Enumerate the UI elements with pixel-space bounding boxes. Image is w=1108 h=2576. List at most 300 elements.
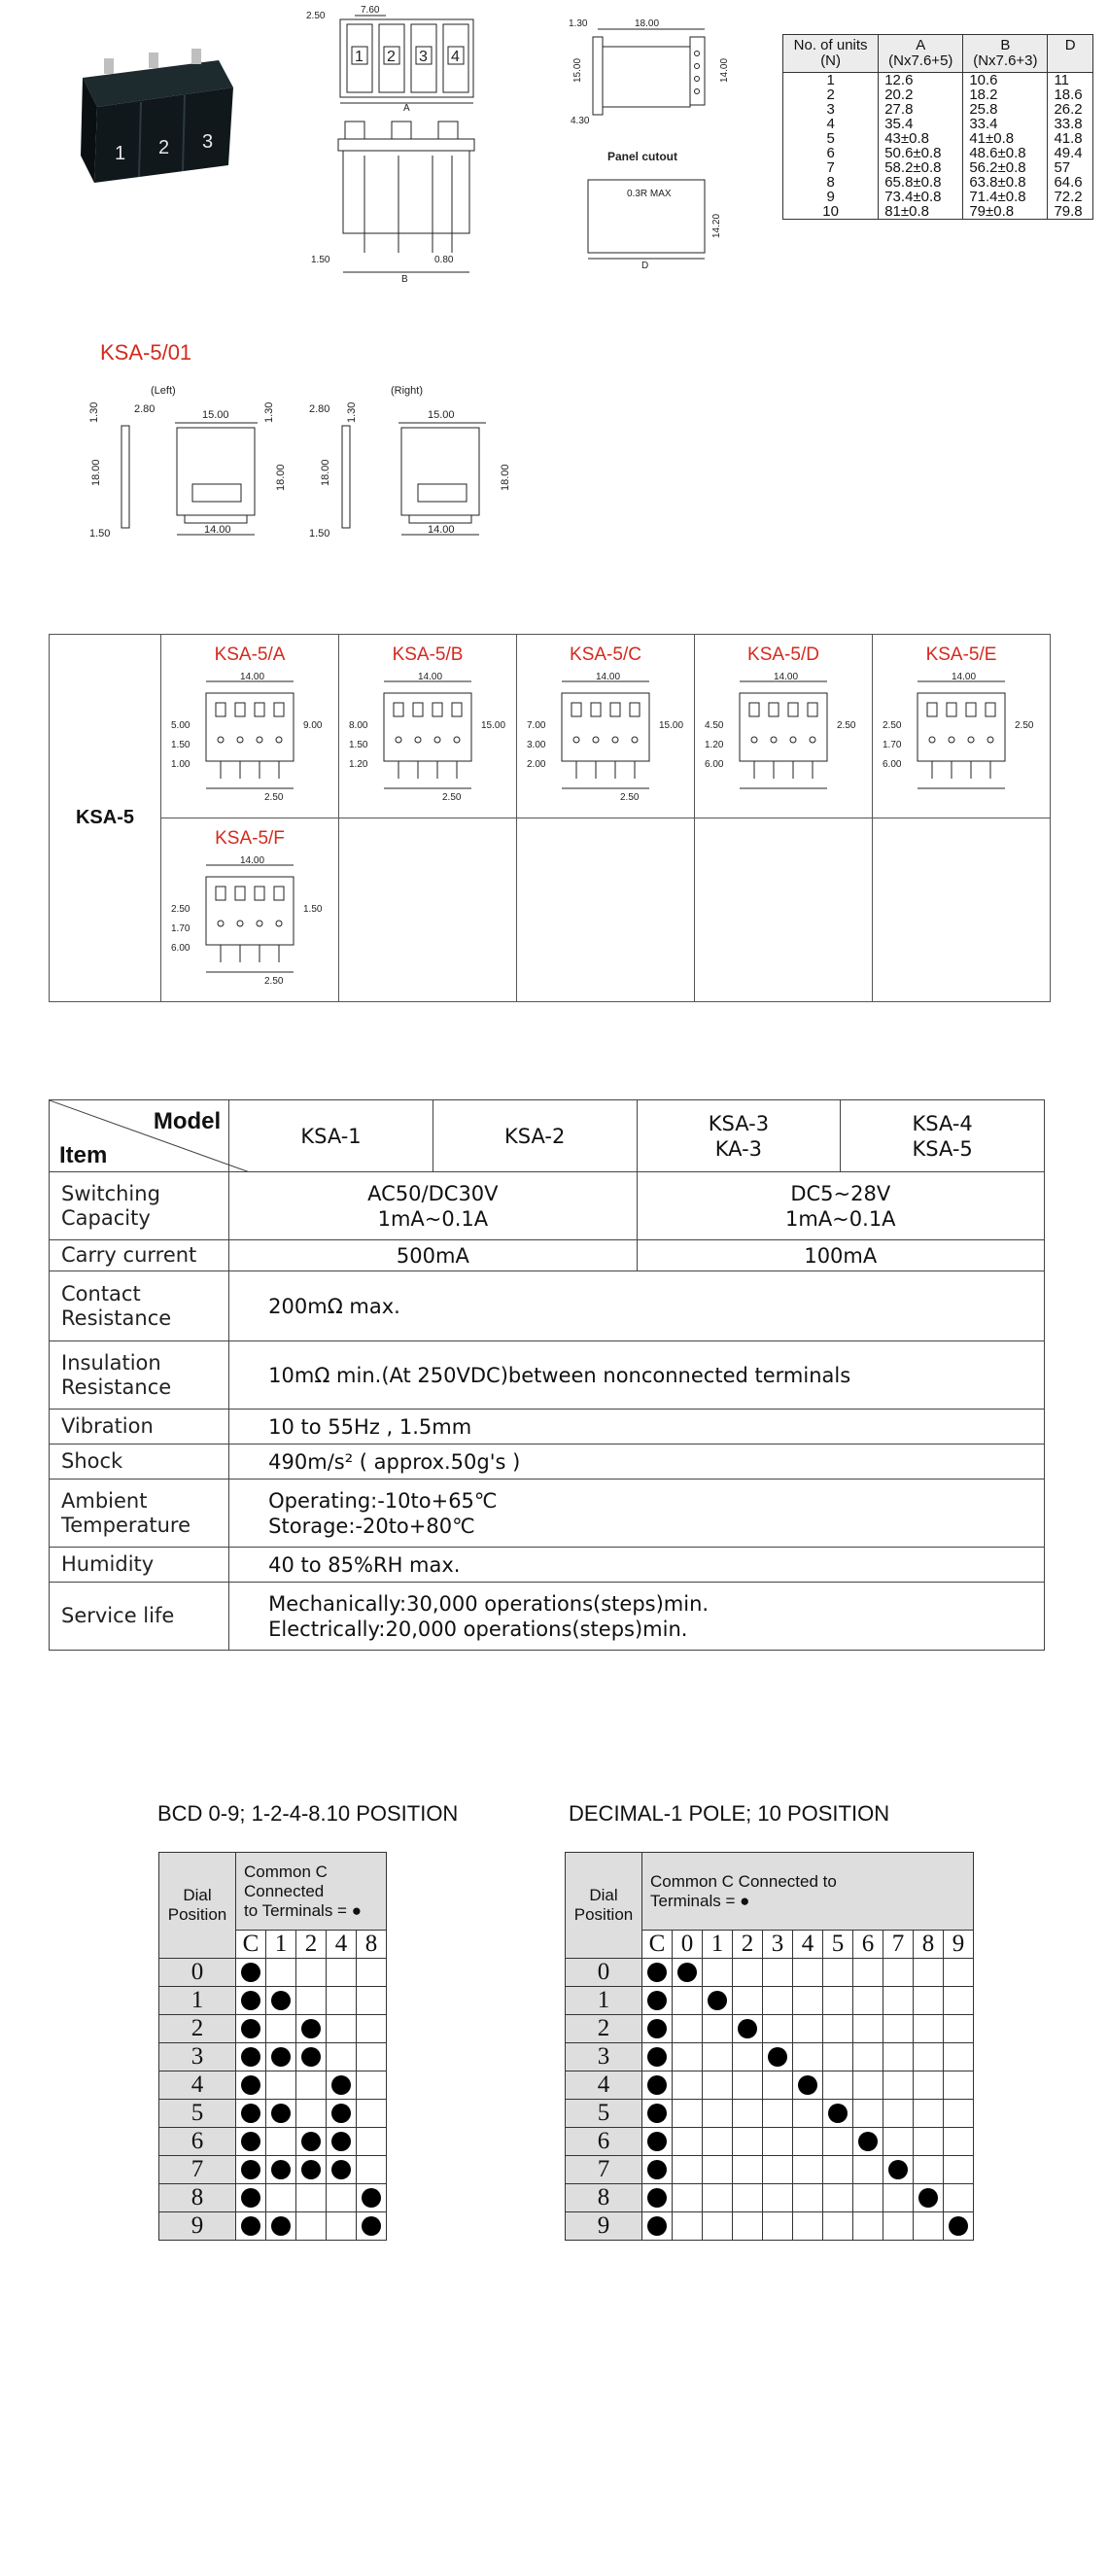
svg-text:1.50: 1.50: [311, 255, 330, 265]
table-cell: 27.8: [879, 102, 963, 117]
table-cell: 48.6±0.8: [963, 146, 1048, 160]
variant-title: KSA-5/A: [214, 644, 286, 665]
connection-cell: [296, 2128, 327, 2156]
table-cell: 56.2±0.8: [963, 160, 1048, 175]
empty-cell: [339, 818, 517, 1002]
variant-cell: [517, 635, 695, 818]
connected-dot-icon: [301, 2019, 321, 2038]
connection-cell: [642, 2128, 673, 2156]
spec-value: 200mΩ max.: [229, 1271, 1045, 1341]
connection-cell: [763, 2100, 793, 2128]
spec-row: [50, 1445, 1045, 1479]
dimension-label: 4.50: [705, 720, 724, 731]
svg-text:2.80: 2.80: [134, 403, 156, 415]
connection-cell: [793, 2128, 823, 2156]
svg-text:1.30: 1.30: [569, 18, 588, 29]
connection-cell: [357, 2184, 387, 2212]
dimension-label: 2.50: [264, 976, 284, 987]
svg-text:(Left): (Left): [151, 385, 176, 397]
dimension-label: 2.00: [527, 759, 546, 770]
connected-dot-icon: [331, 2132, 351, 2151]
connection-cell: [853, 2184, 883, 2212]
product-photo: [73, 49, 238, 185]
connection-cell: [327, 1987, 357, 2015]
svg-text:14.00: 14.00: [204, 524, 231, 536]
connection-cell: [642, 2043, 673, 2071]
connected-dot-icon: [241, 1991, 260, 2010]
terminal-column-header: 0: [673, 1931, 703, 1959]
connection-cell: [357, 2043, 387, 2071]
table-row: [783, 175, 1093, 190]
connection-cell: [793, 2100, 823, 2128]
model-ksa-3: KSA-3 KA-3: [637, 1100, 841, 1172]
svg-text:0.80: 0.80: [434, 255, 454, 265]
connection-cell: [673, 2100, 703, 2128]
item-heading: Item: [59, 1142, 108, 1168]
spec-row: [50, 1583, 1045, 1651]
connection-cell: [883, 2212, 914, 2241]
dimension-label: 1.70: [883, 740, 902, 750]
connection-cell: [266, 2043, 296, 2071]
dial-row: [566, 2212, 974, 2241]
connected-dot-icon: [918, 2188, 938, 2208]
b-header: B (Nx7.6+3): [963, 35, 1048, 73]
dimension-label: 6.00: [705, 759, 724, 770]
connection-cell: [763, 2128, 793, 2156]
connection-cell: [327, 2043, 357, 2071]
front-view-drawing: [306, 0, 501, 287]
table-cell: 25.8: [963, 102, 1048, 117]
connected-dot-icon: [301, 2047, 321, 2067]
dimension-label: 15.00: [481, 720, 506, 731]
empty-cell: [873, 818, 1051, 1002]
connection-cell: [327, 1959, 357, 1987]
terminal-column-header: 7: [883, 1931, 914, 1959]
spec-value: 40 to 85%RH max.: [229, 1548, 1045, 1583]
table-cell: 33.8: [1048, 117, 1093, 131]
connection-cell: [944, 2071, 974, 2100]
connection-cell: [793, 2156, 823, 2184]
table-cell: 63.8±0.8: [963, 175, 1048, 190]
connection-cell: [642, 1987, 673, 2015]
spec-row: [50, 1341, 1045, 1410]
connection-cell: [763, 2184, 793, 2212]
table-cell: 6: [783, 146, 879, 160]
svg-text:18.00: 18.00: [90, 459, 102, 486]
table-cell: 81±0.8: [879, 204, 963, 220]
connection-cell: [883, 2043, 914, 2071]
dial-row: [566, 2015, 974, 2043]
connection-cell: [327, 2184, 357, 2212]
connection-cell: [763, 2015, 793, 2043]
dial-position-number: 9: [159, 2212, 236, 2241]
connection-cell: [673, 2212, 703, 2241]
dial-position-number: 0: [566, 1959, 642, 1987]
dial-row: [159, 2015, 387, 2043]
connection-cell: [357, 2212, 387, 2241]
dimension-label: 1.20: [349, 759, 368, 770]
connection-cell: [914, 1959, 944, 1987]
variant-title: KSA-5/B: [392, 644, 464, 665]
specification-table: [49, 1099, 1045, 1651]
connection-cell: [944, 2100, 974, 2128]
connection-cell: [266, 2184, 296, 2212]
connected-dot-icon: [241, 2160, 260, 2179]
terminal-column-header: 4: [793, 1931, 823, 1959]
empty-cell: [517, 818, 695, 1002]
connection-cell: [823, 2043, 853, 2071]
connection-cell: [357, 2128, 387, 2156]
svg-text:4.30: 4.30: [571, 116, 590, 126]
connection-cell: [883, 2128, 914, 2156]
connection-cell: [793, 2184, 823, 2212]
variant-title: KSA-5/D: [747, 644, 819, 665]
svg-text:7.60: 7.60: [361, 5, 380, 16]
svg-text:2.50: 2.50: [306, 11, 326, 21]
connection-cell: [236, 2043, 266, 2071]
connection-cell: [236, 1959, 266, 1987]
connection-cell: [642, 2100, 673, 2128]
table-cell: 64.6: [1048, 175, 1093, 190]
connected-dot-icon: [241, 2188, 260, 2208]
connection-cell: [266, 2156, 296, 2184]
connection-cell: [642, 1959, 673, 1987]
model-ksa-1: KSA-1: [229, 1100, 433, 1172]
dimension-label: 9.00: [303, 720, 323, 731]
spec-value: Operating:-10to+65℃ Storage:-20to+80℃: [229, 1479, 1045, 1548]
dial-row: [159, 2043, 387, 2071]
spec-value-right: DC5~28V 1mA~0.1A: [637, 1172, 1044, 1240]
connection-cell: [266, 2128, 296, 2156]
svg-text:18.00: 18.00: [635, 18, 660, 29]
decimal-position-table: [565, 1852, 974, 2241]
connection-cell: [327, 2212, 357, 2241]
dial-row: [159, 2128, 387, 2156]
connection-cell: [703, 2184, 733, 2212]
connection-cell: [236, 2212, 266, 2241]
connection-cell: [733, 2071, 763, 2100]
connection-cell: [703, 2043, 733, 2071]
photo-digit: 3: [202, 131, 214, 153]
connection-cell: [823, 2128, 853, 2156]
table-cell: 73.4±0.8: [879, 190, 963, 204]
photo-digit: 1: [115, 143, 126, 164]
table-cell: 4: [783, 117, 879, 131]
connection-cell: [823, 2156, 853, 2184]
connection-cell: [883, 2015, 914, 2043]
dial-row: [159, 2071, 387, 2100]
dial-position-number: 0: [159, 1959, 236, 1987]
connection-cell: [266, 2212, 296, 2241]
dial-row: [566, 1959, 974, 1987]
photo-digit: 2: [158, 137, 170, 158]
connection-cell: [266, 1959, 296, 1987]
connection-cell: [793, 2212, 823, 2241]
table-cell: 33.4: [963, 117, 1048, 131]
connection-cell: [823, 2015, 853, 2043]
svg-text:1.50: 1.50: [89, 528, 111, 540]
dimension-label: 1.70: [171, 923, 190, 934]
terminal-column-header: 4: [327, 1931, 357, 1959]
dimension-label: 6.00: [883, 759, 902, 770]
connected-dot-icon: [647, 2216, 667, 2236]
connection-cell: [823, 2212, 853, 2241]
connection-cell: [883, 1959, 914, 1987]
svg-text:14.00: 14.00: [719, 57, 730, 83]
spec-value: 10mΩ min.(At 250VDC)between nonconnected terminals: [229, 1341, 1045, 1410]
svg-text:2: 2: [387, 49, 396, 65]
variant-drawing: [167, 670, 332, 806]
spec-row: [50, 1410, 1045, 1445]
connected-dot-icon: [647, 1991, 667, 2010]
connection-cell: [883, 2100, 914, 2128]
connection-cell: [327, 2156, 357, 2184]
connected-dot-icon: [271, 1991, 291, 2010]
connection-cell: [703, 2015, 733, 2043]
connection-cell: [823, 1959, 853, 1987]
dial-position-number: 5: [566, 2100, 642, 2128]
connected-dot-icon: [768, 2047, 787, 2067]
connection-cell: [296, 2015, 327, 2043]
connection-cell: [914, 2128, 944, 2156]
connected-dot-icon: [301, 2160, 321, 2179]
connection-cell: [763, 2043, 793, 2071]
connection-cell: [673, 2071, 703, 2100]
ksa5-variants-grid: [49, 634, 1051, 1002]
table-cell: 58.2±0.8: [879, 160, 963, 175]
connection-cell: [883, 2156, 914, 2184]
connection-cell: [236, 2156, 266, 2184]
table-cell: 10: [783, 204, 879, 220]
svg-text:18.00: 18.00: [320, 459, 331, 486]
side-view-drawing: [569, 10, 763, 272]
connection-cell: [296, 1987, 327, 2015]
dial-row: [566, 2156, 974, 2184]
dimension-label: 2.50: [264, 792, 284, 803]
connected-dot-icon: [301, 2132, 321, 2151]
svg-text:1: 1: [355, 49, 364, 65]
dimension-label: 14.00: [240, 855, 265, 866]
connected-dot-icon: [241, 2047, 260, 2067]
dimension-label: 14.00: [240, 672, 265, 682]
dial-row: [159, 2184, 387, 2212]
connection-cell: [236, 2015, 266, 2043]
connection-cell: [853, 2212, 883, 2241]
connection-cell: [823, 1987, 853, 2015]
spec-value-right: 100mA: [637, 1240, 1044, 1271]
table-row: [783, 131, 1093, 146]
connected-dot-icon: [331, 2160, 351, 2179]
connection-cell: [733, 1987, 763, 2015]
dial-row: [566, 2071, 974, 2100]
terminal-column-header: 2: [296, 1931, 327, 1959]
dimension-label: 2.50: [171, 904, 190, 915]
connection-cell: [236, 2128, 266, 2156]
connection-cell: [266, 2071, 296, 2100]
connection-cell: [733, 1959, 763, 1987]
table-cell: 18.2: [963, 87, 1048, 102]
dimension-label: 2.50: [442, 792, 462, 803]
variant-cell: [873, 635, 1051, 818]
connected-dot-icon: [241, 2132, 260, 2151]
spec-value-left: 500mA: [229, 1240, 637, 1271]
svg-text:14.20: 14.20: [711, 213, 722, 238]
connected-dot-icon: [677, 1963, 697, 1982]
connection-cell: [673, 2015, 703, 2043]
connection-cell: [703, 2212, 733, 2241]
dimension-label: 14.00: [952, 672, 977, 682]
table-row: [783, 204, 1093, 220]
connection-cell: [763, 1987, 793, 2015]
dimension-label: 2.50: [883, 720, 902, 731]
terminal-column-header: 2: [733, 1931, 763, 1959]
variant-title: KSA-5/E: [925, 644, 997, 665]
connection-cell: [703, 2128, 733, 2156]
connection-cell: [703, 2100, 733, 2128]
table-cell: 20.2: [879, 87, 963, 102]
dimension-label: 2.50: [1015, 720, 1034, 731]
table-cell: 5: [783, 131, 879, 146]
connection-cell: [296, 2100, 327, 2128]
connected-dot-icon: [798, 2075, 817, 2095]
table-cell: 49.4: [1048, 146, 1093, 160]
connected-dot-icon: [241, 2075, 260, 2095]
table-cell: 26.2: [1048, 102, 1093, 117]
variant-title: KSA-5/F: [215, 828, 285, 849]
connection-cell: [823, 2100, 853, 2128]
spec-row: [50, 1479, 1045, 1548]
dial-row: [159, 1959, 387, 1987]
dimension-label: 5.00: [171, 720, 190, 731]
connection-cell: [733, 2212, 763, 2241]
ksa501-title: KSA-5/01: [100, 340, 192, 365]
spec-item-label: Service life: [50, 1583, 229, 1651]
table-row: [783, 146, 1093, 160]
table-cell: 35.4: [879, 117, 963, 131]
connection-cell: [733, 2128, 763, 2156]
connected-dot-icon: [362, 2188, 381, 2208]
connection-cell: [296, 2212, 327, 2241]
svg-text:14.00: 14.00: [428, 524, 455, 536]
connected-dot-icon: [738, 2019, 757, 2038]
connected-dot-icon: [828, 2104, 848, 2123]
connection-cell: [763, 1959, 793, 1987]
terminal-column-header: 1: [703, 1931, 733, 1959]
table-cell: 79±0.8: [963, 204, 1048, 220]
connected-dot-icon: [271, 2160, 291, 2179]
connected-dot-icon: [647, 2188, 667, 2208]
dimension-label: 1.50: [303, 904, 323, 915]
dial-position-number: 4: [566, 2071, 642, 2100]
connection-cell: [296, 2184, 327, 2212]
connection-cell: [357, 2071, 387, 2100]
spec-item-label: Carry current: [50, 1240, 229, 1271]
terminal-column-header: 5: [823, 1931, 853, 1959]
connected-dot-icon: [271, 2216, 291, 2236]
table-cell: 11: [1048, 73, 1093, 88]
d-header: D: [1048, 35, 1093, 73]
connection-cell: [944, 1959, 974, 1987]
connection-cell: [236, 2071, 266, 2100]
connection-cell: [703, 1959, 733, 1987]
variant-row-label: KSA-5: [50, 635, 161, 1002]
svg-text:1.30: 1.30: [346, 401, 358, 423]
connection-cell: [642, 2071, 673, 2100]
dimension-label: 14.00: [774, 672, 799, 682]
connection-cell: [703, 1987, 733, 2015]
table-cell: 3: [783, 102, 879, 117]
connection-cell: [357, 2156, 387, 2184]
connected-dot-icon: [647, 2047, 667, 2067]
connection-cell: [853, 2100, 883, 2128]
svg-text:3: 3: [419, 49, 428, 65]
variant-title: KSA-5/C: [570, 644, 641, 665]
dimension-label: 1.50: [171, 740, 190, 750]
terminal-column-header: 6: [853, 1931, 883, 1959]
dial-position-header: Dial Position: [159, 1853, 236, 1959]
connection-cell: [914, 2212, 944, 2241]
connection-cell: [853, 2128, 883, 2156]
variant-cell: [161, 635, 339, 818]
dial-position-number: 7: [566, 2156, 642, 2184]
svg-text:D: D: [641, 261, 649, 271]
svg-text:(Right): (Right): [391, 385, 424, 397]
connection-cell: [853, 2071, 883, 2100]
ksa501-drawing: [78, 379, 544, 554]
bcd-position-table: [158, 1852, 387, 2241]
panel-cutout-title: Panel cutout: [607, 150, 678, 163]
connected-dot-icon: [949, 2216, 968, 2236]
connection-cell: [944, 2212, 974, 2241]
connection-cell: [266, 2015, 296, 2043]
table-row: [783, 190, 1093, 204]
connection-cell: [914, 1987, 944, 2015]
terminal-column-header: C: [642, 1931, 673, 1959]
svg-text:15.00: 15.00: [428, 409, 455, 421]
connection-cell: [763, 2156, 793, 2184]
connected-dot-icon: [362, 2216, 381, 2236]
dimension-label: 14.00: [596, 672, 621, 682]
connection-cell: [914, 2100, 944, 2128]
connection-cell: [327, 2100, 357, 2128]
table-cell: 43±0.8: [879, 131, 963, 146]
table-cell: 12.6: [879, 73, 963, 88]
connection-cell: [296, 1959, 327, 1987]
table-cell: 50.6±0.8: [879, 146, 963, 160]
dial-position-number: 7: [159, 2156, 236, 2184]
connection-cell: [266, 2100, 296, 2128]
model-ksa-4: KSA-4 KSA-5: [841, 1100, 1045, 1172]
table-cell: 72.2: [1048, 190, 1093, 204]
connection-cell: [944, 2043, 974, 2071]
connected-dot-icon: [888, 2160, 908, 2179]
units-dimension-table: [782, 34, 1093, 220]
dial-row: [159, 2156, 387, 2184]
connected-dot-icon: [331, 2104, 351, 2123]
connected-dot-icon: [647, 2075, 667, 2095]
dimension-label: 6.00: [171, 943, 190, 954]
connection-cell: [793, 1987, 823, 2015]
dial-row: [159, 2212, 387, 2241]
spec-item-label: Humidity: [50, 1548, 229, 1583]
connection-cell: [673, 2128, 703, 2156]
connection-cell: [733, 2043, 763, 2071]
connection-cell: [914, 2184, 944, 2212]
connection-cell: [236, 1987, 266, 2015]
connected-dot-icon: [647, 2132, 667, 2151]
connection-cell: [793, 2015, 823, 2043]
connection-cell: [703, 2071, 733, 2100]
